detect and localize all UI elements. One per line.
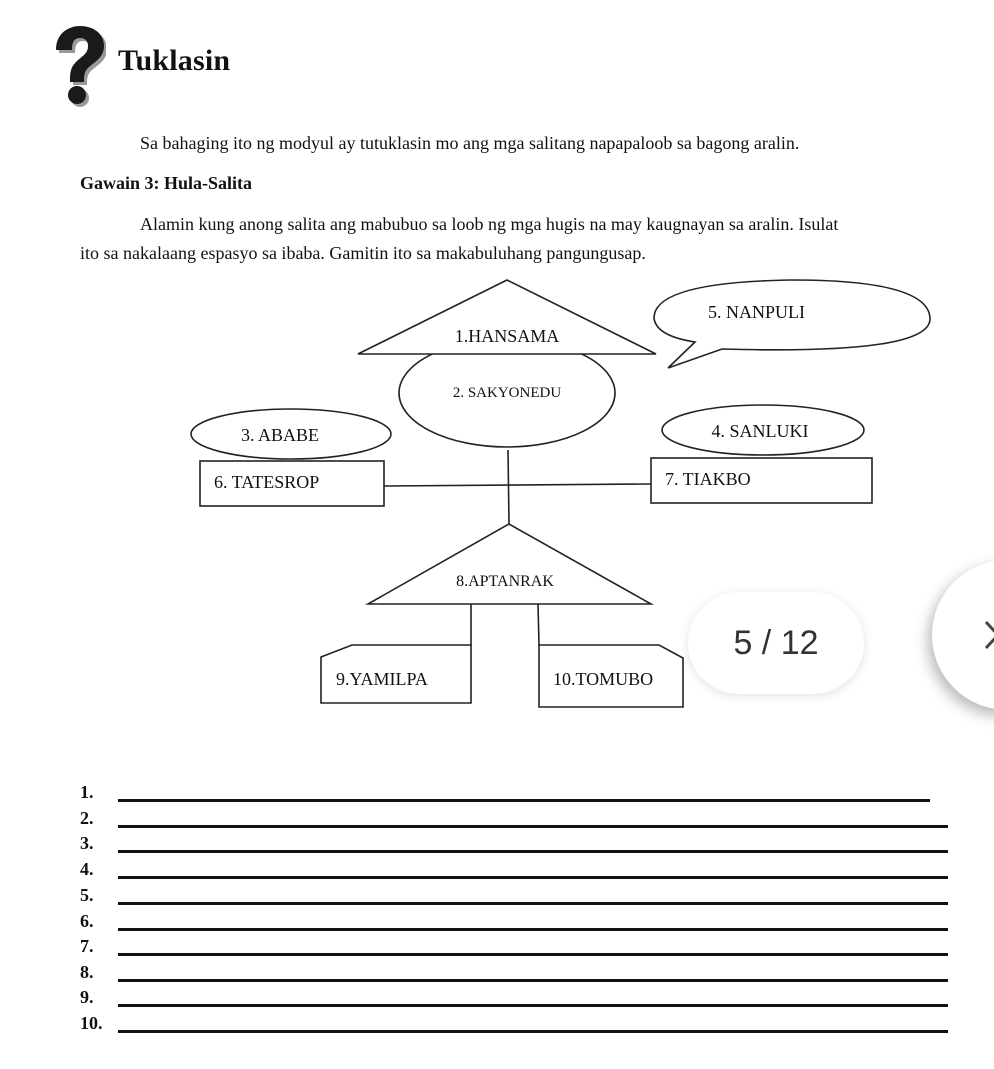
answer-row-8[interactable] [80, 962, 960, 988]
answer-row-4[interactable] [80, 859, 960, 885]
answer-line[interactable] [118, 1004, 948, 1007]
answer-row-9[interactable] [80, 987, 960, 1013]
shape-7-rectangle [651, 458, 872, 503]
answer-line[interactable] [118, 953, 948, 956]
answer-number: 4. [80, 859, 94, 879]
shape-9-label: 9.YAMILPA [336, 669, 428, 689]
shape-3-ellipse [191, 409, 391, 459]
answer-number: 7. [80, 936, 94, 956]
answer-line[interactable] [118, 799, 930, 802]
shape-3-label: 3. ABABE [240, 425, 320, 445]
chevron-right-icon [984, 620, 994, 650]
shape-8-label: 8.APTANRAK [456, 573, 554, 590]
shape-4-label: 4. SANLUKI [711, 421, 809, 441]
shape-2-label: 2. SAKYONEDU [452, 385, 562, 401]
shape-2-ellipse [399, 339, 615, 447]
answer-number: 10. [80, 1013, 103, 1033]
intro-text: Sa bahaging ito ng modyul ay tutuklasin mo ang mga salitang napapaloob sa bagong aralin. [140, 133, 800, 153]
answer-number: 2. [80, 808, 94, 828]
answer-line[interactable] [118, 850, 948, 853]
answer-line[interactable] [118, 928, 948, 931]
answer-line[interactable] [118, 902, 948, 905]
answer-row-5[interactable] [80, 885, 960, 911]
shape-5-label: 5. NANPULI [708, 302, 805, 322]
answer-line[interactable] [118, 979, 948, 982]
shape-6-label: 6. TATESROP [214, 472, 320, 492]
activity-title: Gawain 3: Hula-Salita [80, 173, 253, 193]
answer-row-6[interactable] [80, 911, 960, 937]
shape-6-rectangle [200, 461, 384, 506]
answer-number: 1. [80, 782, 94, 802]
section-title: Tuklasin [118, 44, 231, 77]
answer-row-7[interactable] [80, 936, 960, 962]
shape-1-label: 1.HANSAMA [454, 326, 560, 346]
shape-9-snipped-rectangle [321, 645, 471, 703]
answer-line[interactable] [118, 876, 948, 879]
shape-5-speech-bubble [654, 280, 930, 368]
answer-line[interactable] [118, 1030, 948, 1033]
answer-number: 6. [80, 911, 94, 931]
page-indicator: 5 / 12 [688, 592, 864, 694]
shape-4-ellipse [662, 405, 864, 455]
shape-10-snipped-rectangle [539, 645, 683, 707]
instruction-line-2: ito sa nakalaang espasyo sa ibaba. Gamitin ito sa makabuluhang pangungusap. [80, 243, 646, 263]
answer-number: 9. [80, 987, 94, 1007]
shape-7-label: 7. TIAKBO [665, 469, 751, 489]
shape-1-triangle [358, 280, 656, 354]
answer-line[interactable] [118, 825, 948, 828]
answer-number: 3. [80, 833, 94, 853]
answer-row-2[interactable] [80, 808, 960, 834]
answer-row-1[interactable] [80, 782, 960, 808]
answer-row-3[interactable] [80, 833, 960, 859]
answer-number: 5. [80, 885, 94, 905]
shape-8-triangle [368, 524, 651, 604]
shape-10-label: 10.TOMUBO [553, 669, 654, 689]
answer-number: 8. [80, 962, 94, 982]
answer-row-10[interactable] [80, 1013, 960, 1039]
instruction-line-1: Alamin kung anong salita ang mabubuo sa loob ng mga hugis na may kaugnayan sa aralin. Isulat [140, 214, 839, 234]
